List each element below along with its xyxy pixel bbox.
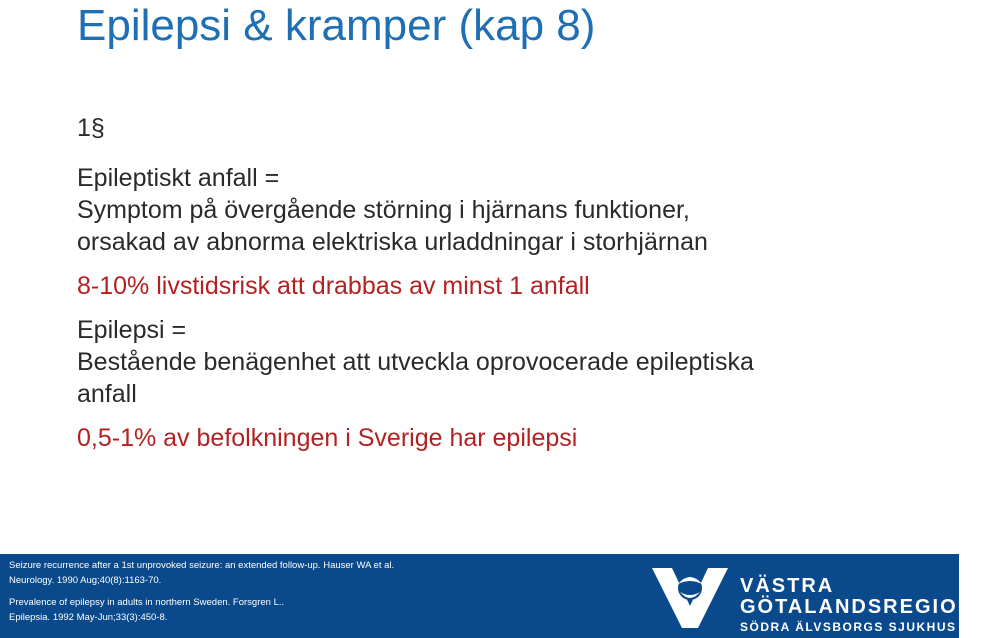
reference-2-line-1: Prevalence of epilepsy in adults in northern Sweden. Forsgren L..	[9, 597, 285, 608]
region-logo-icon	[650, 562, 732, 632]
definition-seizure-heading: Epileptiskt anfall =	[77, 164, 280, 192]
definition-epilepsy-heading: Epilepsi =	[77, 316, 187, 344]
definition-epilepsy-line-1: Bestående benägenhet att utveckla oprovocerade epileptiska	[77, 348, 754, 376]
references	[9, 559, 394, 625]
definition-epilepsy-line-2: anfall	[77, 380, 137, 408]
logo-line-1: VÄSTRA	[740, 575, 835, 597]
section-number: 1§	[77, 114, 105, 142]
prevalence-statistic: 0,5-1% av befolkningen i Sverige har epilepsi	[77, 424, 578, 452]
lifetime-risk-statistic: 8-10% livstidsrisk att drabbas av minst 1 anfall	[77, 272, 590, 300]
definition-seizure-line-1: Symptom på övergående störning i hjärnans funktioner,	[77, 196, 690, 224]
definition-seizure-line-2: orsakad av abnorma elektriska urladdningar i storhjärnan	[77, 228, 708, 256]
reference-2-line-2: Epilepsia. 1992 May-Jun;33(3):450-8.	[9, 611, 168, 623]
region-logo-text	[740, 576, 1006, 636]
reference-1-line-2: Neurology. 1990 Aug;40(8):1163-70.	[9, 574, 162, 586]
logo-line-3: SÖDRA ÄLVSBORGS SJUKHUS	[740, 620, 957, 634]
footer-bar	[0, 554, 1006, 638]
reference-1-line-1: Seizure recurrence after a 1st unprovoked seizure: an extended follow-up. Hauser WA et al.	[9, 560, 395, 571]
slide-body	[77, 112, 937, 454]
logo-line-2: GÖTALANDSREGIONEN	[740, 596, 1006, 618]
slide-title: Epilepsi & kramper (kap 8)	[77, 1, 596, 50]
